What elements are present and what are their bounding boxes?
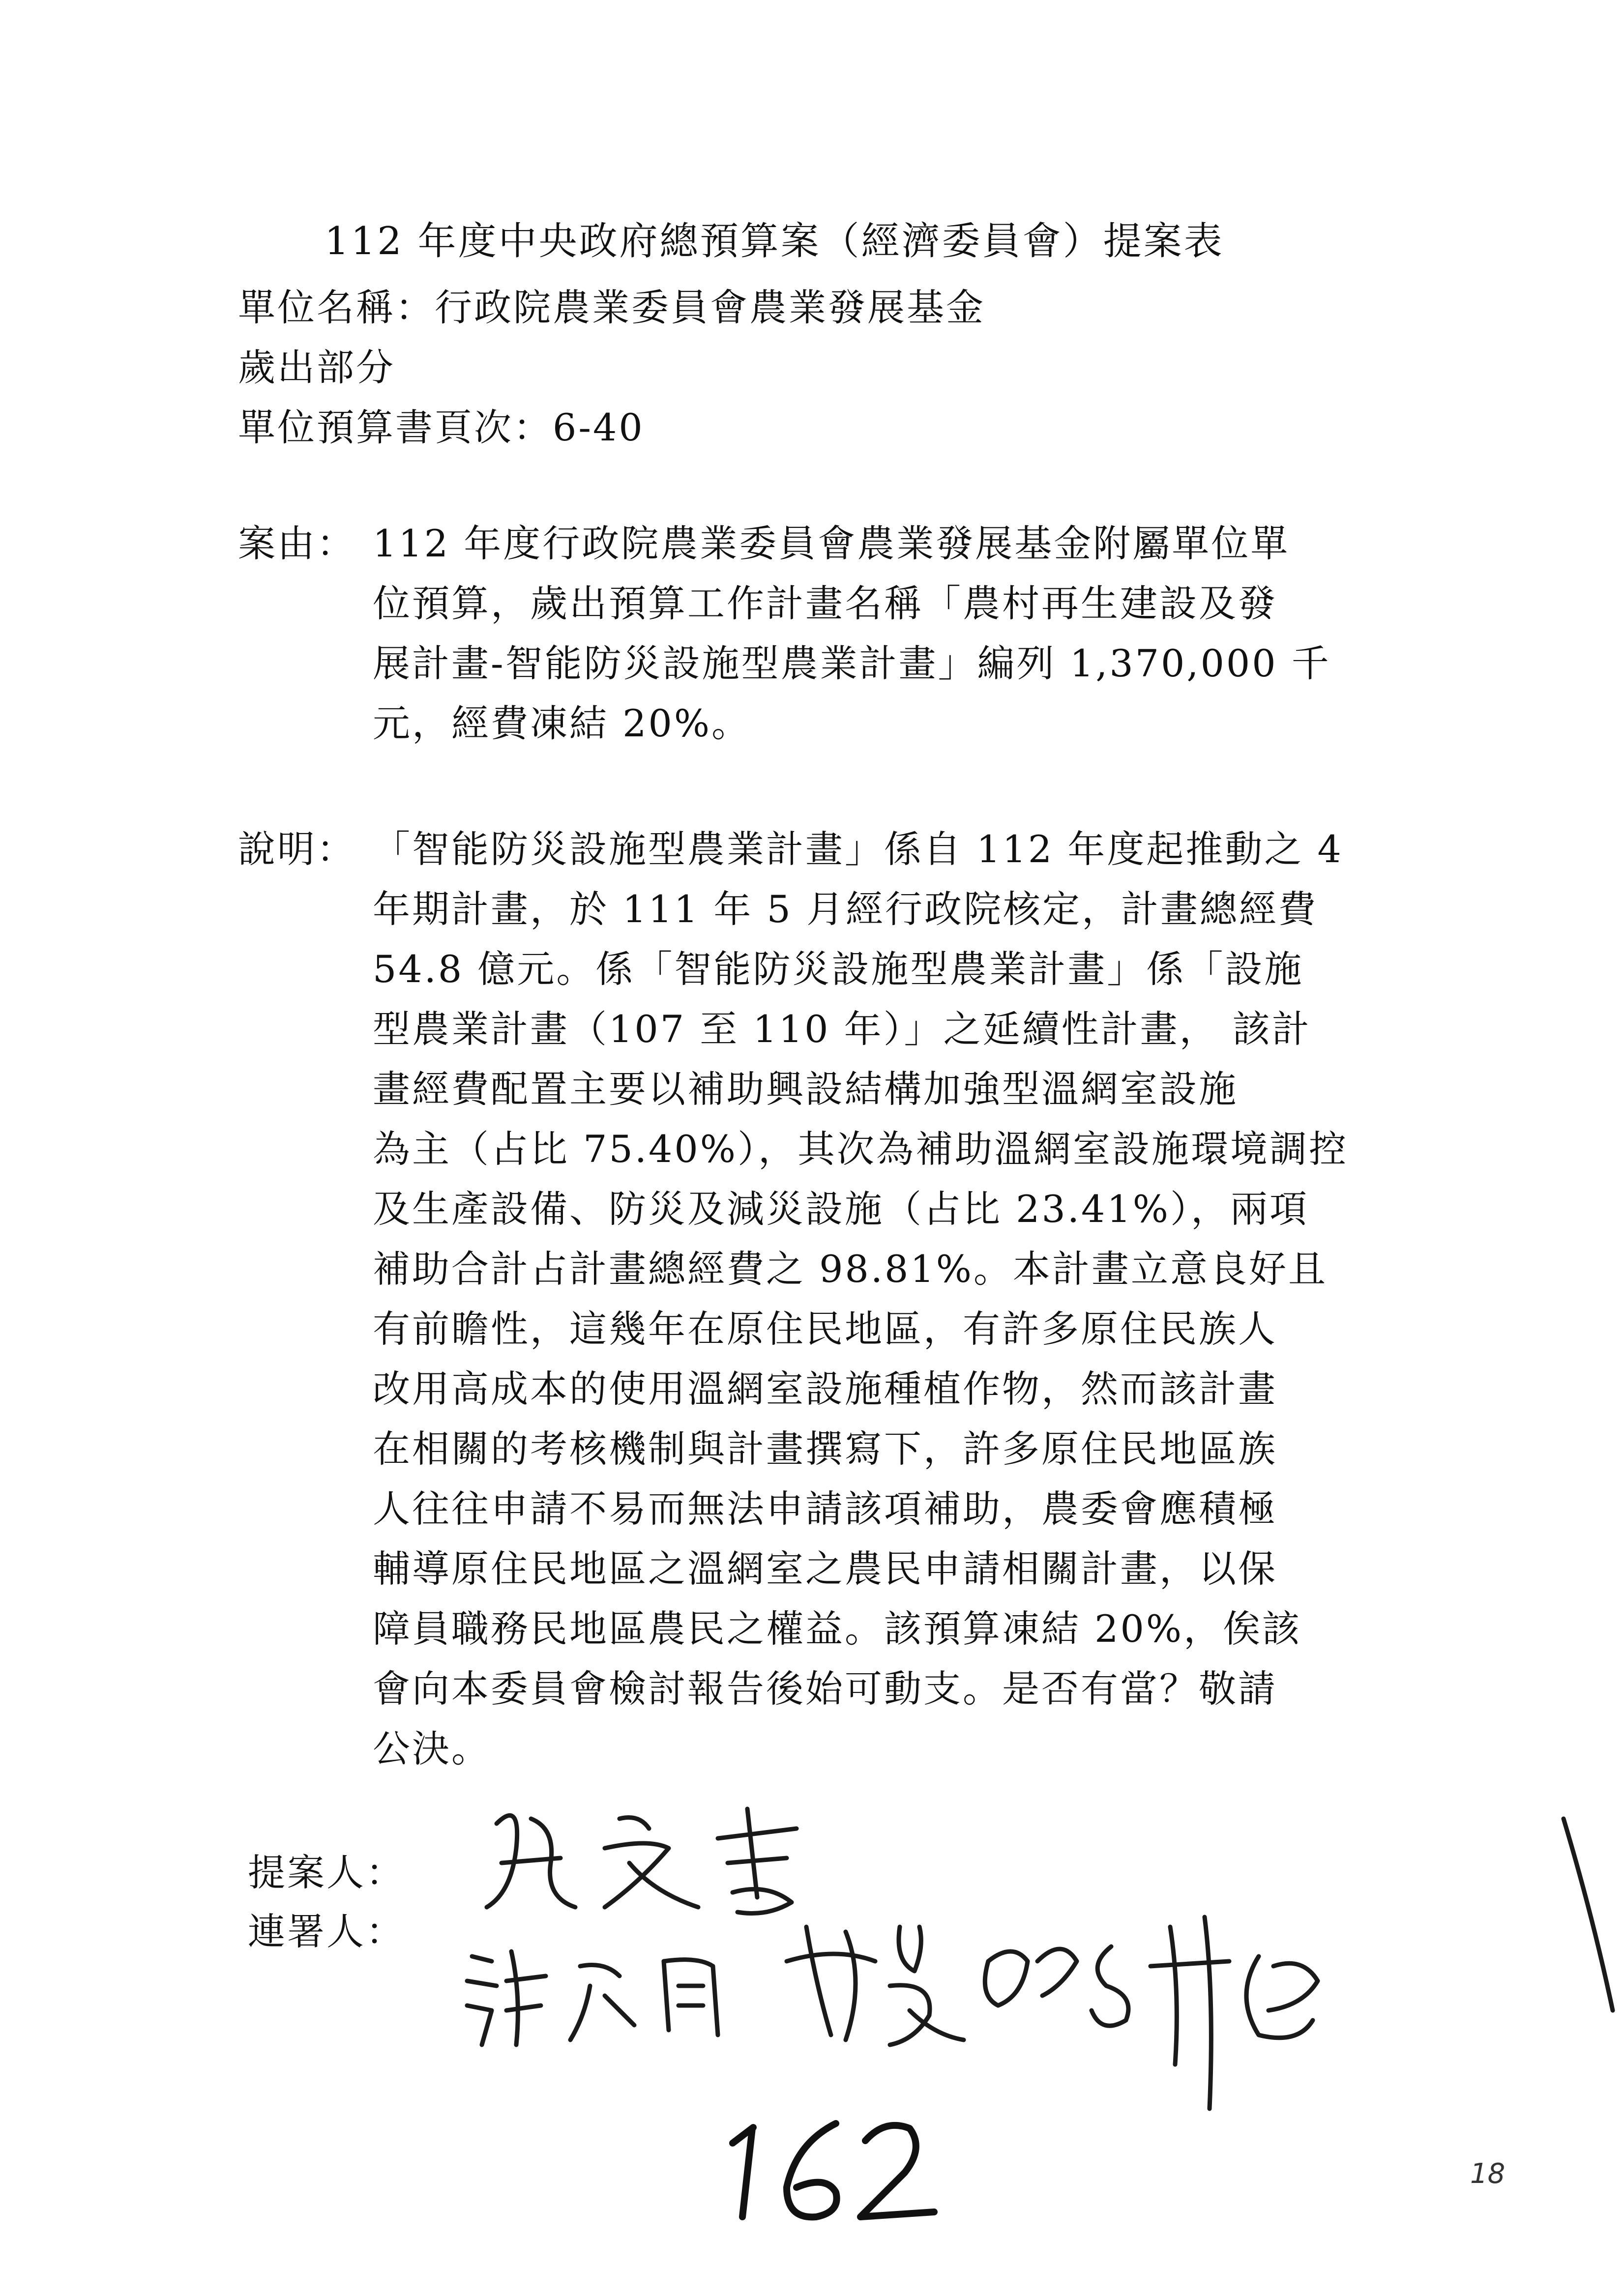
- description-line: 在相關的考核機制與計畫撰寫下，許多原住民地區族: [373, 1427, 1277, 1471]
- unit-name: 單位名稱：行政院農業委員會農業發展基金: [238, 286, 985, 329]
- description-line: 「智能防災設施型農業計畫」係自 112 年度起推動之 4: [373, 827, 1343, 871]
- section-label: 歲出部分: [238, 346, 395, 389]
- budget-page-reference: 單位預算書頁次：6-40: [238, 406, 645, 449]
- reason-line: 元，經費凍結 20%。: [373, 701, 751, 745]
- handwritten-number: [723, 2114, 939, 2227]
- cosigner-label: 連署人：: [248, 1910, 405, 1953]
- description-line: 畫經費配置主要以補助興設結構加強型溫網室設施: [373, 1067, 1238, 1111]
- description-line: 年期計畫，於 111 年 5 月經行政院核定，計畫總經費: [373, 887, 1318, 931]
- description-line: 輔導原住民地區之溫網室之農民申請相關計畫，以保: [373, 1547, 1277, 1591]
- description-line: 會向本委員會檢討報告後始可動支。是否有當？敬請: [373, 1667, 1277, 1711]
- description-line: 為主（占比 75.40%），其次為補助溫網室設施環境調控: [373, 1127, 1348, 1171]
- reason-body: [373, 522, 1376, 765]
- description-line: 及生產設備、防災及減災設施（占比 23.41%），兩項: [373, 1187, 1309, 1231]
- description-line: 障員職務民地區農民之權益。該預算凍結 20%，俟該: [373, 1607, 1302, 1651]
- description-line: 有前瞻性，這幾年在原住民地區，有許多原住民族人: [373, 1307, 1277, 1351]
- reason-label: 案由：: [238, 522, 356, 565]
- description-line: 54.8 億元。係「智能防災設施型農業計畫」係「設施: [373, 947, 1304, 991]
- margin-stroke: [1564, 1819, 1613, 2010]
- description-line: 改用高成本的使用溫網室設施種植作物，然而該計畫: [373, 1367, 1277, 1411]
- reason-line: 位預算，歲出預算工作計畫名稱「農村再生建設及發: [373, 581, 1277, 625]
- description-line: 人往往申請不易而無法申請該項補助，農委會應積極: [373, 1487, 1277, 1531]
- proposer-label: 提案人：: [248, 1851, 405, 1894]
- page-title: 112 年度中央政府總預算案（經濟委員會）提案表: [325, 219, 1224, 263]
- reason-line: 112 年度行政院農業委員會農業發展基金附屬單位單: [373, 522, 1290, 565]
- description-body: [373, 827, 1376, 1790]
- proposer-signature: [487, 1809, 797, 1914]
- page-number: 18: [1470, 2158, 1506, 2190]
- description-line: 公決。: [373, 1727, 491, 1771]
- description-line: 型農業計畫（107 至 110 年）」之延續性計畫， 該計: [373, 1007, 1311, 1051]
- description-label: 說明：: [238, 827, 356, 871]
- description-line: 補助合計占計畫總經費之 98.81%。本計畫立意良好且: [373, 1247, 1328, 1291]
- reason-line: 展計畫-智能防災設施型農業計畫」編列 1,370,000 千: [373, 641, 1331, 685]
- cosigner-signatures: [467, 1917, 1318, 2109]
